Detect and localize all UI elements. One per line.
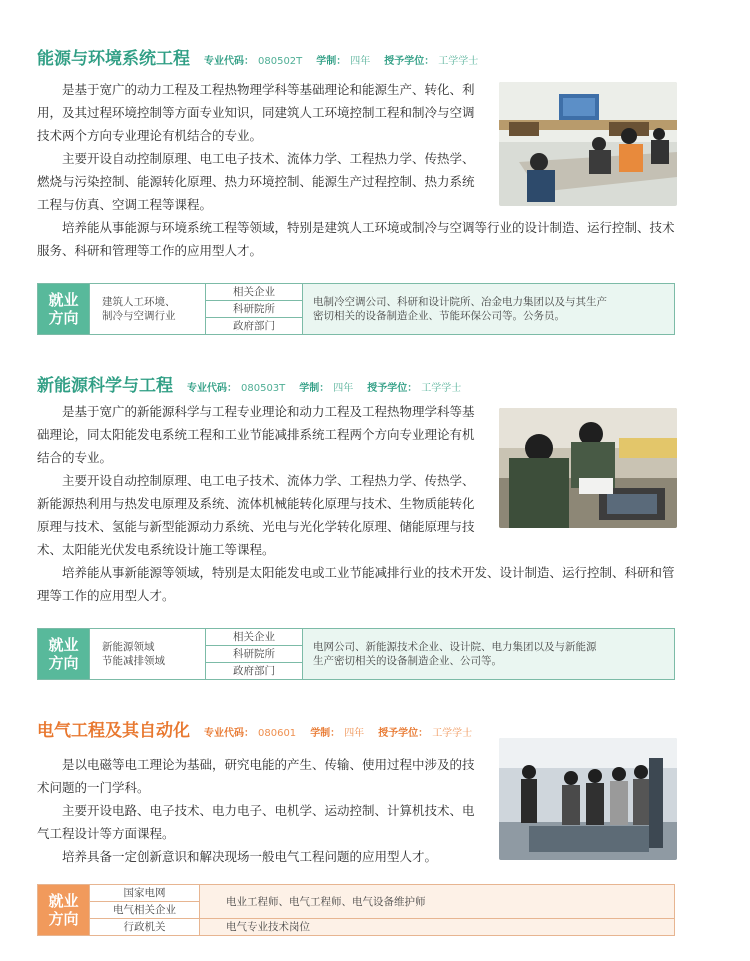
- lab-photo: [499, 408, 677, 528]
- career-org: 政府部门: [206, 318, 303, 335]
- major-courses: 主要开设自动控制原理、电工电子技术、流体力学、工程热力学、传热学、新能源热利用与热发电原理及系统、流体机械能转化原理与技术、生物质能转化原理与技术、氢能与新型能源动力系统、光电与光化学转化原理、储能原理与技术、太阳能光伏发电系统设计施工等课程。: [37, 473, 475, 557]
- career-destinations: 电气专业技术岗位: [200, 919, 675, 936]
- major-code: 专业代码： 080502T: [204, 56, 303, 67]
- career-table: [37, 628, 675, 680]
- major-degree: 授予学位： 工学学士: [378, 728, 473, 739]
- career-table: [37, 884, 675, 936]
- major-title: 电气工程及其自动化: [37, 721, 190, 741]
- career-fields: 新能源领域 节能减排领域: [90, 629, 206, 680]
- major-duration: 学制： 四年: [316, 56, 371, 67]
- major-duration: 学制： 四年: [299, 383, 354, 394]
- career-badge: 就业 方向: [38, 629, 90, 680]
- major-title: 新能源科学与工程: [37, 376, 173, 396]
- major-courses: 主要开设电路、电子技术、电力电子、电机学、运动控制、计算机技术、电气工程设计等方面课程。: [37, 803, 475, 841]
- career-org: 国家电网: [90, 885, 200, 902]
- career-org: 相关企业: [206, 629, 303, 646]
- major-header: [37, 716, 486, 741]
- major-intro: 是以电磁等电工理论为基础，研究电能的产生、传输、使用过程中涉及的技术问题的一门学科。: [37, 757, 475, 795]
- major-header: [37, 371, 475, 396]
- career-org: 行政机关: [90, 919, 200, 936]
- career-org: 科研院所: [206, 301, 303, 318]
- major-code: 专业代码： 080601: [204, 728, 297, 739]
- major-intro: 是基于宽广的动力工程及工程热物理学科等基础理论和能源生产、转化、利用，及其过程环境控制等方面专业知识，同建筑人工环境控制工程和制冷与空调技术两个方向专业理论有机结合的专业。: [37, 82, 475, 143]
- major-intro: 是基于宽广的新能源科学与工程专业理论和动力工程及工程热物理学科等基础理论，同太阳能发电系统工程和工业节能减排系统工程两个方向专业理论有机结合的专业。: [37, 404, 475, 465]
- career-badge: 就业 方向: [38, 885, 90, 936]
- career-destinations: 电业工程师、电气工程师、电气设备维护师: [200, 885, 675, 919]
- workshop-photo: [499, 738, 677, 860]
- career-destinations: 电网公司、新能源技术企业、设计院、电力集团以及与新能源 生产密切相关的设备制造企业、公司等。: [303, 629, 675, 680]
- career-org: 科研院所: [206, 646, 303, 663]
- major-degree: 授予学位： 工学学士: [367, 383, 462, 394]
- major-goal: 培养能从事新能源等领域，特别是太阳能发电或工业节能减排行业的技术开发、设计制造、运行控制、科研和管理等工作的应用型人才。: [37, 565, 675, 603]
- career-org: 政府部门: [206, 663, 303, 680]
- career-fields: 建筑人工环境、 制冷与空调行业: [90, 284, 206, 335]
- major-goal: 培养能从事能源与环境系统工程等领域，特别是建筑人工环境或制冷与空调等行业的设计制造、运行控制、技术服务、科研和管理等工作的应用型人才。: [37, 220, 675, 258]
- major-title: 能源与环境系统工程: [37, 49, 190, 69]
- major-duration: 学制： 四年: [310, 728, 365, 739]
- major-courses: 主要开设自动控制原理、电工电子技术、流体力学、工程热力学、传热学、燃烧与污染控制、能源转化原理、热力环境控制、能源生产过程控制、热力系统工程与仿真、空调工程等课程。: [37, 151, 475, 212]
- major-degree: 授予学位： 工学学士: [384, 56, 479, 67]
- major-header: [37, 44, 492, 69]
- classroom-photo: [499, 82, 677, 206]
- major-goal: 培养具备一定创新意识和解决现场一般电气工程问题的应用型人才。: [62, 849, 438, 864]
- career-table: [37, 283, 675, 335]
- career-badge: 就业 方向: [38, 284, 90, 335]
- career-destinations: 电制冷空调公司、科研和设计院所、冶金电力集团以及与其生产 密切相关的设备制造企业、节能环保公司等。公务员。: [303, 284, 675, 335]
- career-org: 相关企业: [206, 284, 303, 301]
- major-code: 专业代码： 080503T: [187, 383, 286, 394]
- career-org: 电气相关企业: [90, 902, 200, 919]
